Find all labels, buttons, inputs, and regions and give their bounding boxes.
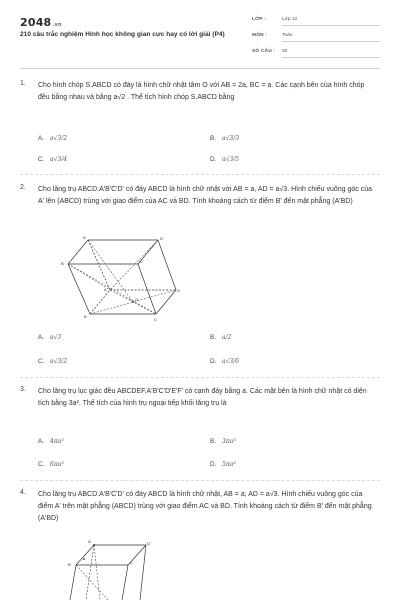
vertex-label: B' (68, 562, 72, 567)
choice-key: B. (210, 438, 217, 445)
question-divider (20, 480, 380, 481)
header-divider (20, 68, 380, 69)
choice-key: C. (38, 156, 45, 163)
meta-label: MÔN : (252, 33, 268, 38)
question-number: 3. (20, 386, 26, 393)
choice-value: a√3/5 (222, 156, 240, 163)
choice-value: 3πa³ (222, 438, 236, 445)
vertex-label: C' (140, 259, 144, 264)
vertex-label: B (84, 314, 87, 319)
question-text: Cho lăng trụ lục giác đều ABCDEF.A'B'C'D'E'F' có cạnh đáy bằng a. Các mặt bên là hình chữ nhật có diện tích bằng 3a². Thể tích của hình trụ ngoại tiếp khối lăng trụ là (38, 388, 367, 407)
vertex-label: D' (147, 541, 151, 546)
meta-value: Lớp 12 (282, 17, 298, 22)
vertex-label: C' (130, 560, 134, 565)
choice-value: 5πa³ (222, 461, 236, 468)
question-text: Cho lăng trụ ABCD.A'B'C'D' có đáy ABCD là hình chữ nhật, AB = a, AD = a√3. Hình chiếu vuông góc của điểm A' trên mặt phẳng (ABCD) trùng với giao điểm AC và BD. Tính khoảng cách từ điểm B' đến mặt phẳng (A'BD) (38, 491, 372, 522)
choice-d[interactable] (210, 358, 239, 365)
question-3 (20, 386, 380, 481)
document-meta (252, 14, 380, 62)
vertex-label: A' (83, 235, 87, 240)
question-1 (20, 80, 380, 180)
choice-b[interactable] (210, 334, 231, 341)
question-number: 1. (20, 80, 26, 87)
logo-main: 2048 (20, 16, 52, 29)
question-4 (20, 489, 380, 600)
choice-key: A. (38, 135, 45, 142)
choice-value: a√3/6 (222, 358, 240, 365)
vertex-label: D' (160, 236, 164, 241)
meta-value: Toán (282, 33, 293, 38)
prism-figure (50, 234, 180, 322)
vertex-label: A' (88, 539, 92, 544)
choice-value: 6πa³ (50, 461, 64, 468)
choice-key: C. (38, 461, 45, 468)
choice-c[interactable] (38, 358, 67, 365)
choice-value: a√3/2 (50, 358, 68, 365)
choice-key: D. (210, 156, 217, 163)
choice-a[interactable] (38, 135, 67, 142)
choice-key: B. (210, 334, 217, 341)
vertex-label: B' (61, 261, 65, 266)
choice-c[interactable] (38, 461, 64, 468)
choice-d[interactable] (210, 461, 236, 468)
site-logo[interactable] (20, 16, 62, 29)
logo-sub: .vn (52, 22, 62, 28)
question-text: Cho hình chóp S.ABCD có đáy là hình chữ nhật tâm O với AB = 2a, BC = a. Các cạnh bên của hình chóp đều bằng nhau và bằng a√2 . Thể tích hình chóp S.ABCD bằng (38, 82, 365, 101)
choice-value: a√3/4 (50, 156, 68, 163)
choice-b[interactable] (210, 438, 236, 445)
meta-row-count (252, 46, 380, 62)
choice-key: C. (38, 358, 45, 365)
meta-underline (282, 25, 380, 26)
meta-underline (282, 41, 380, 42)
choice-value: 4πa³ (50, 438, 64, 445)
choice-a[interactable] (38, 438, 64, 445)
question-divider (20, 377, 380, 378)
vertex-label: C (154, 317, 157, 322)
question-divider (20, 174, 380, 175)
choice-value: a/2 (222, 334, 232, 341)
choice-b[interactable] (210, 135, 239, 142)
meta-label: SỐ CÂU : (252, 49, 276, 54)
choice-key: D. (210, 461, 217, 468)
choice-value: a√3 (50, 334, 62, 341)
document-header (0, 0, 400, 70)
question-number: 4. (20, 489, 26, 496)
choice-key: A. (38, 334, 45, 341)
document-title: 210 câu trắc nghiệm Hình học không gian cực hay có lời giải (P4) (20, 31, 225, 38)
question-text: Cho lăng trụ ABCD.A'B'C'D' có đáy ABCD là hình chữ nhật với AB = a, AD = a√3. Hình chiếu vuông góc của A' lên (ABCD) trùng với giao điểm của AC và BD. Tính khoảng cách từ điểm B' đến mặt phẳng (A'BD) (38, 186, 373, 205)
choice-key: D. (210, 358, 217, 365)
vertex-label: D (177, 288, 180, 293)
choice-a[interactable] (38, 334, 61, 341)
choice-key: A. (38, 438, 45, 445)
choice-key: B. (210, 135, 217, 142)
meta-row-class (252, 14, 380, 30)
meta-label: LỚP : (252, 17, 267, 22)
choice-value: a√3/2 (50, 135, 68, 142)
vertex-label: A (104, 287, 107, 292)
choice-c[interactable] (38, 156, 67, 163)
vertex-label: O (135, 297, 139, 302)
choice-d[interactable] (210, 156, 239, 163)
meta-row-subject (252, 30, 380, 46)
question-number: 2. (20, 184, 26, 191)
prism-figure (60, 539, 150, 600)
meta-value: 30 (282, 49, 288, 54)
question-2 (20, 184, 380, 379)
meta-underline (282, 57, 380, 58)
choice-value: a√3/3 (222, 135, 240, 142)
